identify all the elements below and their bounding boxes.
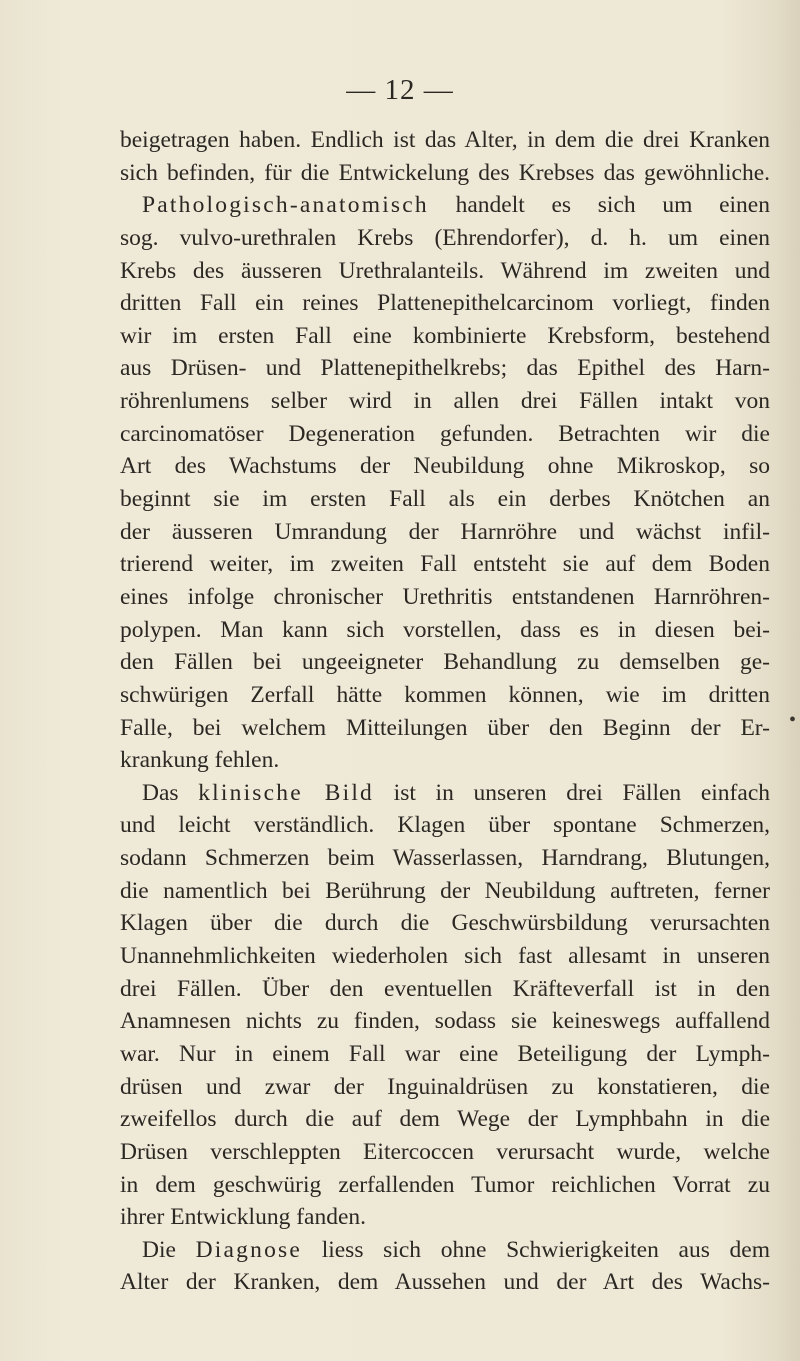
text-line <box>120 516 770 549</box>
text-line <box>120 1169 770 1202</box>
text-line <box>120 450 770 483</box>
text-line <box>120 385 770 418</box>
line-text: eines infolge chronischer Urethritis entstandenen Harnröhren- <box>120 583 770 610</box>
text-line <box>120 679 770 712</box>
text-line <box>120 1201 770 1234</box>
line-text: liess sich ohne Schwierigkeiten aus dem <box>302 1236 770 1263</box>
text-line <box>120 1005 770 1038</box>
line-text: war. Nur in einem Fall war eine Beteiligung der Lymph- <box>120 1040 770 1067</box>
text-line <box>120 777 770 810</box>
text-line <box>120 222 770 255</box>
body-text <box>120 124 770 1299</box>
text-line <box>120 418 770 451</box>
text-line <box>120 842 770 875</box>
text-line <box>120 255 770 288</box>
text-line <box>120 189 770 222</box>
line-text: den Fällen bei ungeeigneter Behandlung zu demselben ge- <box>120 649 770 676</box>
text-line <box>120 287 770 320</box>
text-line <box>120 1103 770 1136</box>
line-text: Drüsen verschleppten Eitercoccen verursacht wurde, welche <box>120 1138 770 1165</box>
line-text: trierend weiter, im zweiten Fall entsteht sie auf dem Boden <box>120 551 770 578</box>
line-text: aus Drüsen- und Plattenepithelkrebs; das Epithel des Harn- <box>120 355 770 382</box>
text-line <box>120 483 770 516</box>
line-text: drei Fällen. Über den eventuellen Kräfteverfall ist in den <box>120 975 770 1002</box>
emphasized-term: klinische Bild <box>198 779 375 806</box>
line-text: ist in unseren drei Fällen einfach <box>374 779 770 806</box>
text-line <box>120 646 770 679</box>
text-line <box>120 907 770 940</box>
line-text: beigetragen haben. Endlich ist das Alter, in dem die drei Kranken <box>120 127 770 153</box>
text-line <box>120 875 770 908</box>
line-text: Art des Wachstums der Neubildung ohne Mikroskop, so <box>120 453 770 480</box>
text-line <box>120 1266 770 1299</box>
text-line <box>120 352 770 385</box>
text-line <box>120 1136 770 1169</box>
emphasized-term: Diagnose <box>195 1236 302 1263</box>
text-line <box>120 1038 770 1071</box>
line-text: sich befinden, für die Entwickelung des Krebses das gewöhnliche. <box>120 159 770 186</box>
line-text: der äusseren Umrandung der Harnröhre und wächst infil- <box>120 518 770 545</box>
line-text: Unannehmlichkeiten wiederholen sich fast allesamt in unseren <box>120 943 770 970</box>
emphasized-term: Pathologisch-anatomisch <box>142 192 429 219</box>
line-text: sodann Schmerzen beim Wasserlassen, Harndrang, Blutungen, <box>120 845 770 872</box>
text-line <box>120 1071 770 1104</box>
page-number: — 12 — <box>346 74 454 106</box>
line-text: sog. vulvo-urethralen Krebs (Ehrendorfer), d. h. um einen <box>120 224 770 251</box>
text-line <box>120 712 770 745</box>
line-text: krankung fehlen. <box>120 747 280 774</box>
text-line <box>120 1234 770 1267</box>
line-text: röhrenlumens selber wird in allen drei Fällen intakt von <box>120 388 770 415</box>
line-text: carcinomatöser Degeneration gefunden. Betrachten wir die <box>120 420 770 447</box>
line-text: Alter der Kranken, dem Aussehen und der Art des Wachs- <box>120 1269 770 1296</box>
line-text: die namentlich bei Berührung der Neubildung auftreten, ferner <box>120 877 770 904</box>
line-text: zweifellos durch die auf dem Wege der Lymphbahn in die <box>120 1106 770 1133</box>
line-text: Anamnesen nichts zu finden, sodass sie keineswegs auffallend <box>120 1008 770 1035</box>
text-line <box>120 581 770 614</box>
line-text: wir im ersten Fall eine kombinierte Krebsform, bestehend <box>120 322 770 349</box>
text-line <box>120 157 770 190</box>
line-text: handelt es sich um einen <box>428 192 770 219</box>
line-text: beginnt sie im ersten Fall als ein derbes Knötchen an <box>120 486 770 513</box>
line-text: in dem geschwürig zerfallenden Tumor reichlichen Vorrat zu <box>120 1171 770 1198</box>
line-text: ihrer Entwicklung fanden. <box>120 1204 367 1231</box>
text-line <box>120 124 770 157</box>
line-text: schwürigen Zerfall hätte kommen können, wie im dritten <box>120 681 770 708</box>
text-line <box>120 548 770 581</box>
text-line <box>120 744 770 777</box>
line-text: dritten Fall ein reines Plattenepithelcarcinom vorliegt, finden <box>120 290 770 317</box>
line-text: und leicht verständlich. Klagen über spontane Schmerzen, <box>120 812 770 839</box>
line-text: drüsen und zwar der Inguinaldrüsen zu konstatieren, die <box>120 1073 770 1100</box>
text-line <box>120 809 770 842</box>
text-line <box>120 973 770 1006</box>
text-line <box>120 614 770 647</box>
text-line <box>120 940 770 973</box>
line-text: polypen. Man kann sich vorstellen, dass es in diesen bei- <box>120 616 770 643</box>
line-prefix: Die <box>142 1236 196 1263</box>
margin-mark: • <box>789 709 797 731</box>
line-text: Falle, bei welchem Mitteilungen über den Beginn der Er- <box>120 714 770 741</box>
line-text: Krebs des äusseren Urethralanteils. Während im zweiten und <box>120 257 770 284</box>
line-prefix: Das <box>142 779 199 806</box>
text-line <box>120 320 770 353</box>
line-text: Klagen über die durch die Geschwürsbildung verursachten <box>120 910 770 937</box>
